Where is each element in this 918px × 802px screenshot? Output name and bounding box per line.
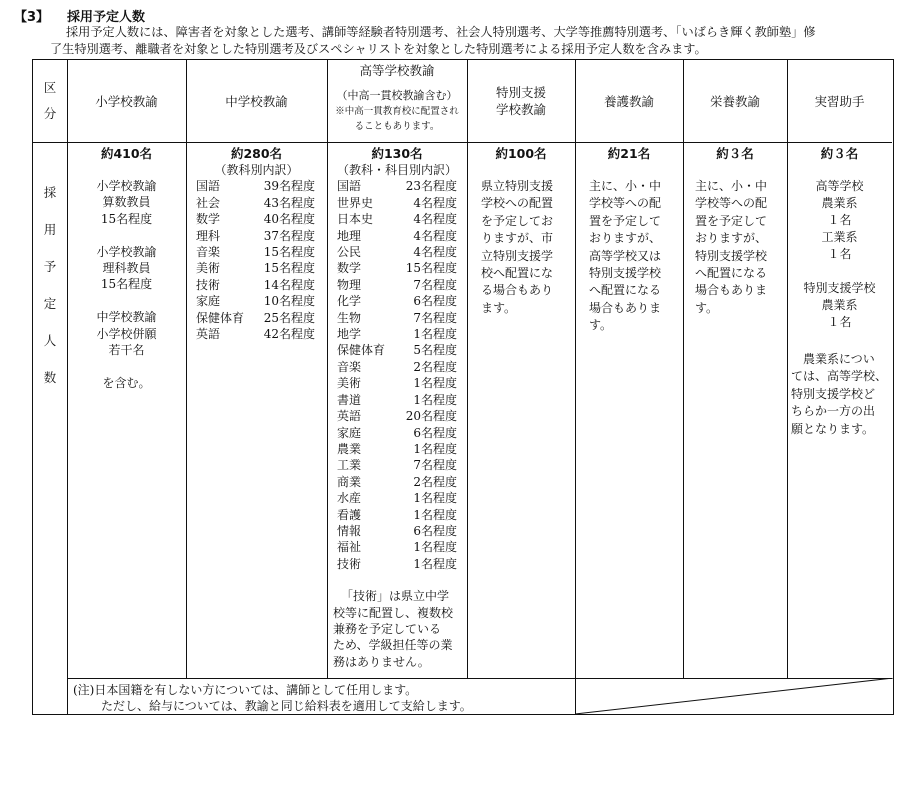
elementary-line: 小学校併願: [96, 326, 157, 341]
high-school-subject-count: 1名程度: [413, 327, 457, 342]
junior-high-subject-count: 10名程度: [263, 294, 315, 309]
junior-high-subject-count: 15名程度: [263, 261, 315, 276]
jisshu-note-line: ちらか一方の出: [791, 404, 876, 419]
elementary-line: 15名程度: [100, 277, 153, 292]
junior-high-subject-name: 家庭: [196, 294, 221, 309]
high-school-subject-name: 世界史: [337, 195, 374, 210]
row-label-char: 予: [43, 259, 57, 274]
eiyo-line: へ配置になる: [695, 266, 768, 281]
eiyo-line: 学校等への配: [695, 196, 768, 211]
header-junior-high: 中学校教諭: [225, 93, 288, 109]
high-school-subject-row: [337, 523, 457, 539]
header-high-school-note-2: ることもあります。: [354, 121, 440, 132]
high-school-subject-name: 福祉: [337, 540, 362, 555]
header-high-school-note-1: ※中高一貫教育校に配置され: [335, 106, 459, 117]
high-school-subject-count: 6名程度: [413, 425, 457, 440]
jisshu-line: 農業系: [821, 196, 858, 210]
elementary-line: [67, 227, 186, 243]
high-school-subject-count: 15名程度: [405, 261, 457, 276]
elementary-total: 約410名: [100, 146, 153, 161]
high-school-subject-name: 物理: [337, 277, 362, 292]
high-school-cell: [327, 145, 467, 670]
high-school-breakdown-label: （教科・科目別内訳）: [336, 163, 457, 177]
high-school-subject-name: 化学: [337, 294, 362, 309]
jisshu-note-line: 願となります。: [791, 421, 875, 436]
special-support-line: 立特別支援学: [481, 248, 554, 263]
high-school-subject-name: 地理: [337, 228, 362, 243]
high-school-subject-row: [337, 408, 457, 424]
high-school-subject-count: 1名程度: [413, 507, 457, 522]
elementary-line: 算数教員: [102, 195, 151, 210]
eiyo-cell: [683, 145, 787, 317]
jisshu-line: １名: [827, 247, 852, 261]
high-school-subject-row: [337, 310, 457, 326]
high-school-subject-count: 1名程度: [413, 441, 457, 456]
junior-high-subject-count: 15名程度: [263, 245, 315, 260]
high-school-subject-name: 英語: [337, 409, 362, 424]
yogo-line: 高等学校又は: [589, 248, 662, 263]
high-school-note-line: ため、学級担任等の業: [333, 638, 453, 653]
high-school-subject-name: 生物: [337, 310, 362, 325]
special-support-line: 県立特別支援: [481, 179, 554, 193]
high-school-subject-count: 7名程度: [413, 458, 457, 473]
special-support-line: 学校への配置: [481, 196, 554, 211]
junior-high-subject-count: 14名程度: [263, 277, 315, 292]
high-school-subject-row: [337, 342, 457, 358]
header-high-school-sub: （中高一貫校教諭含む）: [336, 89, 458, 102]
high-school-subject-row: [337, 539, 457, 555]
high-school-subject-count: 2名程度: [413, 359, 457, 374]
eiyo-line: す。: [695, 300, 719, 315]
high-school-subject-row: [337, 211, 457, 227]
junior-high-breakdown-label: （教科別内訳）: [214, 163, 299, 177]
high-school-subject-row: [337, 392, 457, 408]
yogo-line: 学校等への配: [589, 196, 662, 211]
junior-high-subject-row: [196, 310, 315, 326]
jisshu-line: １名: [827, 213, 852, 227]
junior-high-subject-row: [196, 260, 315, 276]
high-school-subject-name: 公民: [337, 245, 362, 260]
high-school-subject-count: 1名程度: [413, 556, 457, 571]
high-school-subject-row: [337, 178, 457, 194]
high-school-subject-count: 1名程度: [413, 491, 457, 506]
high-school-note: [327, 588, 467, 670]
junior-high-subject-count: 39名程度: [263, 179, 315, 194]
jisshu-line: [787, 331, 892, 348]
intro-line-1: 採用予定人数には、障害者を対象とした選考、講師等経験者特別選考、社会人特別選考、大学等推薦特別選考、「いばらき輝く教師塾」修: [66, 25, 816, 39]
intro-line-2: 了生特別選考、離職者を対象とした特別選考及びスペシャリストを対象とした特別選考による採用予定人数を含みます。: [50, 42, 707, 56]
elementary-line: を含む。: [102, 375, 151, 390]
eiyo-line: 場合もありま: [695, 283, 768, 298]
jisshu-line: 農業系: [821, 298, 858, 312]
jisshu-line: [787, 263, 892, 280]
jisshu-total: 約３名: [820, 146, 859, 161]
high-school-subject-count: 6名程度: [413, 294, 457, 309]
header-kubun-bottom: 分: [43, 106, 57, 121]
intro-text: [50, 24, 902, 58]
header-jisshu: 実習助手: [814, 93, 865, 109]
header-yogo: 養護教諭: [603, 93, 654, 109]
high-school-subject-row: [337, 457, 457, 473]
eiyo-line: 置を予定して: [695, 213, 768, 228]
yogo-line: 主に、小・中: [589, 179, 662, 193]
junior-high-subject-name: 社会: [196, 195, 221, 210]
junior-high-subject-row: [196, 277, 315, 293]
high-school-subject-row: [337, 474, 457, 490]
junior-high-subject-name: 英語: [196, 327, 221, 342]
junior-high-subject-count: 25名程度: [263, 310, 315, 325]
yogo-line: へ配置になる: [589, 283, 662, 298]
junior-high-subject-name: 美術: [196, 261, 221, 276]
high-school-subject-count: 1名程度: [413, 540, 457, 555]
yogo-text: [575, 178, 683, 335]
junior-high-subject-name: 理科: [196, 228, 221, 243]
yogo-total: 約21名: [607, 146, 651, 161]
header-special-support-1: 特別支援: [495, 85, 546, 100]
header-kubun-top: 区: [43, 80, 57, 95]
junior-high-subject-count: 43名程度: [263, 195, 315, 210]
jisshu-note-line: ては、高等学校、: [791, 369, 888, 384]
high-school-subject-name: 農業: [337, 441, 362, 456]
elementary-cell: [67, 145, 186, 391]
elementary-line: 理科教員: [102, 261, 151, 276]
junior-high-subject-name: 保健体育: [196, 310, 245, 325]
junior-high-subject-name: 技術: [196, 277, 221, 292]
high-school-subject-count: 1名程度: [413, 392, 457, 407]
header-eiyo: 栄養教諭: [709, 93, 760, 109]
elementary-line: 小学校教諭: [96, 179, 157, 193]
high-school-subject-name: 日本史: [337, 212, 374, 227]
elementary-line: 小学校教諭: [96, 244, 157, 259]
row-label-char: 人: [43, 333, 57, 348]
high-school-subject-count: 1名程度: [413, 376, 457, 391]
high-school-subject-count: 7名程度: [413, 310, 457, 325]
jisshu-note-line: 農業系につい: [803, 352, 875, 366]
high-school-subject-name: 国語: [337, 179, 362, 194]
junior-high-subject-name: 国語: [196, 179, 221, 194]
junior-high-subject-row: [196, 195, 315, 211]
eiyo-text: [683, 178, 787, 317]
junior-high-subject-count: 40名程度: [263, 212, 315, 227]
yogo-line: 置を予定して: [589, 213, 662, 228]
high-school-subject-count: 4名程度: [413, 195, 457, 210]
header-kubun: [33, 60, 67, 142]
footnote-line-2: ただし、給与については、教諭と同じ給料表を適用して支給します。: [101, 699, 472, 713]
elementary-line: 若干名: [108, 343, 145, 358]
special-support-line: りますが、市: [481, 231, 554, 246]
high-school-subject-row: [337, 260, 457, 276]
high-school-subject-count: 7名程度: [413, 277, 457, 292]
high-school-subject-name: 書道: [337, 392, 362, 407]
yogo-line: おりますが、: [589, 231, 662, 246]
junior-high-subject-row: [196, 228, 315, 244]
high-school-subject-row: [337, 375, 457, 391]
high-school-subject-name: 美術: [337, 376, 362, 391]
high-school-subject-row: [337, 195, 457, 211]
high-school-subject-name: 情報: [337, 523, 362, 538]
high-school-total: 約130名: [371, 146, 423, 161]
jisshu-line: 工業系: [821, 230, 858, 244]
special-support-text: [467, 178, 575, 317]
high-school-subject-row: [337, 490, 457, 506]
header-special-support-2: 学校教諭: [495, 102, 546, 117]
special-support-line: 校へ配置にな: [481, 266, 554, 281]
high-school-subject-row: [337, 359, 457, 375]
high-school-subject-name: 看護: [337, 507, 362, 522]
junior-high-subject-row: [196, 178, 315, 194]
row-label-char: 採: [43, 185, 57, 200]
section-heading: [14, 6, 145, 25]
grid-line: [33, 142, 892, 143]
header-high-school-title: 高等学校教諭: [359, 63, 435, 78]
high-school-subject-row: [337, 277, 457, 293]
header-elementary: 小学校教諭: [95, 93, 158, 109]
high-school-note-line: 「技術」は県立中学: [341, 589, 450, 604]
yogo-line: す。: [589, 318, 613, 333]
high-school-subject-name: 家庭: [337, 425, 362, 440]
high-school-subject-count: 4名程度: [413, 228, 457, 243]
row-label: [33, 174, 67, 396]
junior-high-subject-count: 42名程度: [263, 327, 315, 342]
jisshu-note: [787, 351, 892, 438]
row-label-char: 数: [43, 370, 57, 385]
special-support-line: を予定してお: [481, 213, 554, 228]
yogo-cell: [575, 145, 683, 335]
row-label-char: 定: [43, 296, 57, 311]
section-number: 【3】: [14, 10, 50, 25]
section-title: 採用予定人数: [67, 10, 146, 25]
junior-high-subject-row: [196, 244, 315, 260]
junior-high-subject-row: [196, 211, 315, 227]
junior-high-subject-list: [186, 178, 327, 342]
recruitment-table: [32, 59, 894, 715]
eiyo-total: 約３名: [716, 146, 754, 161]
special-support-line: ます。: [481, 300, 517, 315]
high-school-subject-name: 技術: [337, 556, 362, 571]
high-school-subject-row: [337, 507, 457, 523]
elementary-line: [67, 358, 186, 374]
footnote-line-1: (注)日本国籍を有しない方については、講師として任用します。: [73, 683, 418, 697]
high-school-subject-count: 20名程度: [405, 409, 457, 424]
junior-high-subject-name: 音楽: [196, 245, 221, 260]
jisshu-line: １名: [827, 315, 852, 329]
elementary-line: 中学校教諭: [96, 310, 157, 325]
elementary-line: [67, 293, 186, 309]
high-school-subject-count: 4名程度: [413, 245, 457, 260]
high-school-subject-row: [337, 326, 457, 342]
yogo-line: 特別支援学校: [589, 266, 662, 281]
high-school-subject-row: [337, 228, 457, 244]
high-school-subject-name: 数学: [337, 261, 362, 276]
eiyo-line: おりますが、: [695, 231, 768, 246]
junior-high-subject-name: 数学: [196, 212, 221, 227]
high-school-subject-name: 保健体育: [337, 343, 386, 358]
high-school-subject-name: 音楽: [337, 359, 362, 374]
high-school-subject-count: 23名程度: [405, 179, 457, 194]
junior-high-cell: [186, 145, 327, 342]
high-school-subject-count: 5名程度: [413, 343, 457, 358]
junior-high-subject-row: [196, 326, 315, 342]
high-school-note-line: 兼務を予定している: [333, 621, 442, 636]
junior-high-subject-count: 37名程度: [263, 228, 315, 243]
high-school-subject-list: [327, 178, 467, 572]
high-school-subject-row: [337, 244, 457, 260]
eiyo-line: 特別支援学校: [695, 248, 768, 263]
high-school-subject-name: 地学: [337, 327, 362, 342]
high-school-note-line: 務はありません。: [333, 654, 430, 669]
jisshu-line: 特別支援学校: [803, 281, 876, 295]
eiyo-line: 主に、小・中: [695, 179, 768, 193]
row-label-char: 用: [43, 222, 57, 237]
header-special-support: [467, 60, 575, 142]
high-school-subject-row: [337, 441, 457, 457]
junior-high-total: 約280名: [230, 146, 283, 161]
high-school-subject-row: [337, 556, 457, 572]
high-school-subject-count: 2名程度: [413, 474, 457, 489]
high-school-subject-row: [337, 293, 457, 309]
high-school-subject-name: 水産: [337, 491, 362, 506]
yogo-line: 場合もありま: [589, 300, 662, 315]
high-school-note-line: 校等に配置し、複数校: [333, 605, 454, 620]
empty-cell-diagonal: [575, 678, 893, 715]
jisshu-cell: [787, 145, 892, 438]
high-school-subject-count: 4名程度: [413, 212, 457, 227]
special-support-line: る場合もあり: [481, 283, 554, 298]
junior-high-subject-row: [196, 293, 315, 309]
high-school-subject-row: [337, 425, 457, 441]
high-school-subject-name: 商業: [337, 474, 362, 489]
jisshu-text: [787, 178, 892, 348]
special-support-cell: [467, 145, 575, 317]
jisshu-note-line: 特別支援学校ど: [791, 386, 876, 401]
jisshu-line: 高等学校: [815, 179, 864, 193]
special-support-total: 約100名: [495, 146, 547, 161]
header-high-school: [327, 60, 467, 142]
high-school-subject-count: 6名程度: [413, 523, 457, 538]
high-school-subject-name: 工業: [337, 458, 362, 473]
elementary-line: 15名程度: [100, 211, 153, 226]
